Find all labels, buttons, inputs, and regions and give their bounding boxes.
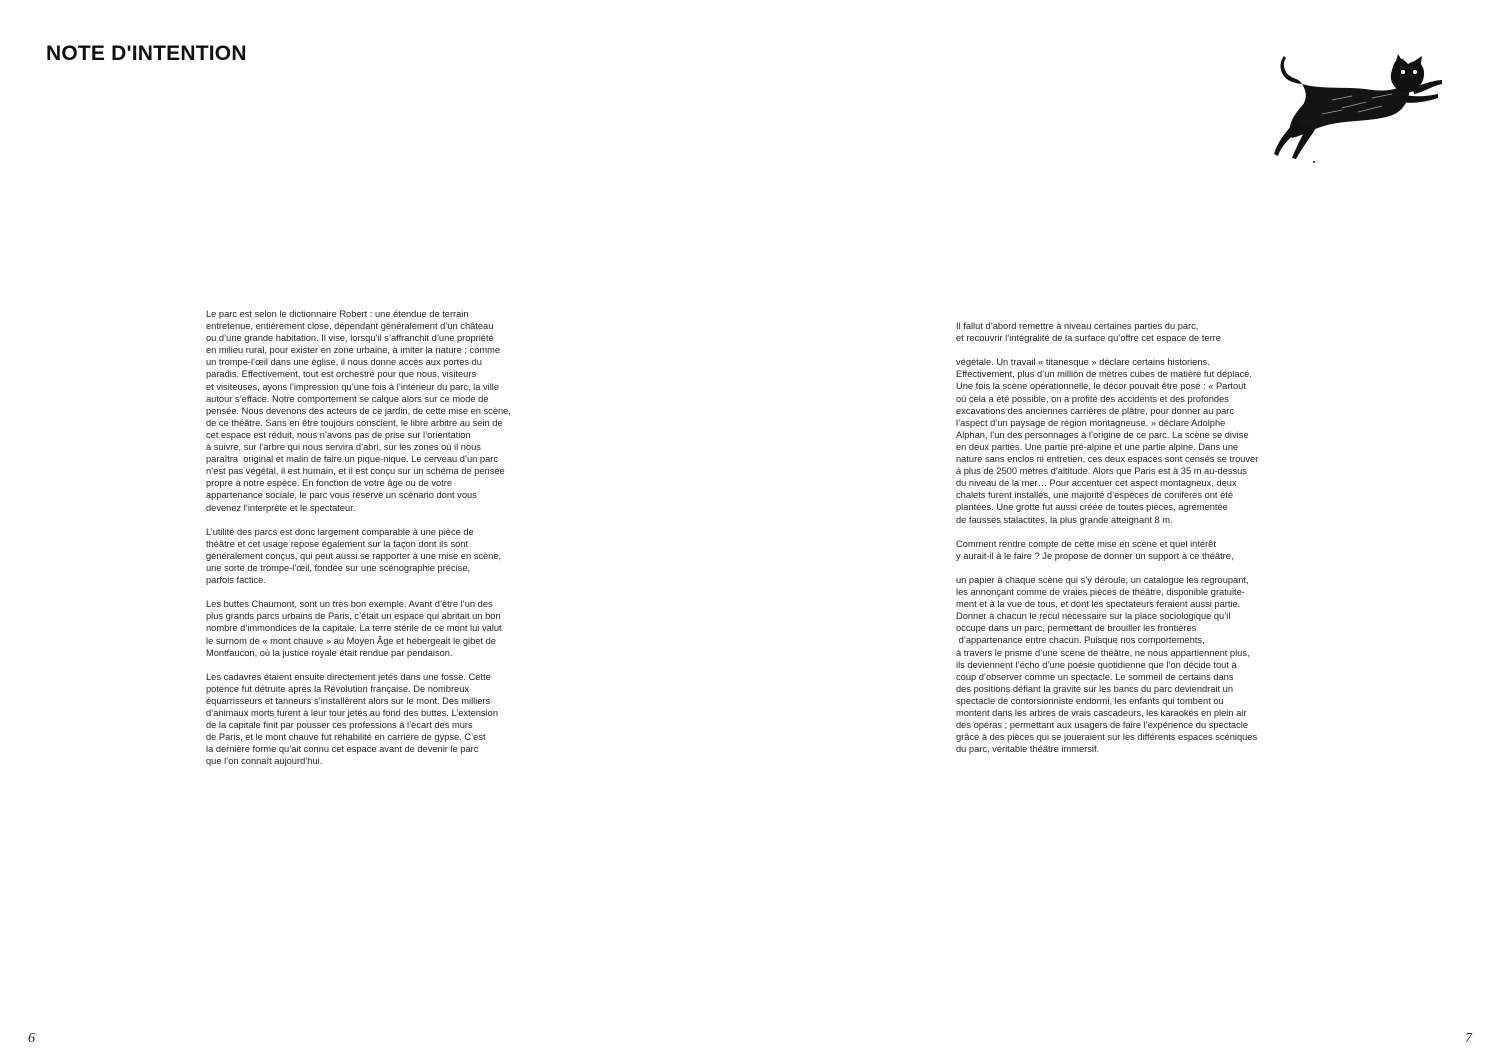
- cat-tail: [1281, 56, 1302, 84]
- text-line: paradis. Effectivement, tout est orchestré pour que nous, visiteurs: [206, 369, 477, 380]
- text-line: de Paris, et le mont chauve fut réhabilité en carrière de gypse. C’est: [206, 732, 486, 743]
- text-line: où cela a été possible, on a profité des accidents et des profondes: [956, 393, 1229, 404]
- text-line: en deux parties. Une partie pré-alpine et une partie alpine. Dans une: [956, 441, 1239, 452]
- text-line: et visiteuses, ayons l’impression qu’une fois à l’intérieur du parc, la ville: [206, 381, 499, 392]
- text-line: végétale. Un travail « titanesque » déclare certains historiens.: [956, 357, 1210, 368]
- text-line: [206, 514, 511, 526]
- text-line: occupe dans un parc, permettant de brouiller les frontières: [956, 623, 1197, 634]
- text-line: de ce théâtre. Sans en être toujours conscient, le libre arbitre au sein de: [206, 417, 503, 428]
- text-line: de la capitale finit par pousser ces professions à l’écart des murs: [206, 720, 473, 731]
- text-line: chalets furent installés, une majorité d’espèces de conifères ont été: [956, 490, 1234, 501]
- text-line: Alphan, l’un des personnages à l’origine de ce parc. La scène se divise: [956, 429, 1249, 440]
- text-line: Les cadavres étaient ensuite directement jetés dans une fosse. Cette: [206, 671, 491, 682]
- text-line: appartenance sociale, le parc vous réserve un scénario dont vous: [206, 490, 477, 501]
- text-line: un trompe-l’œil dans une église, il nous donne accès aux portes du: [206, 357, 482, 368]
- text-line: montent dans les arbres de vrais cascadeurs, les karaokés en plein air: [956, 708, 1247, 718]
- page-number-left: 6: [28, 1031, 35, 1046]
- cat-front-leg-2: [1400, 94, 1438, 103]
- text-line: plantées. Une grotte fut aussi créée de toutes pièces, agrémentée: [956, 502, 1228, 513]
- text-line: Le parc est selon le dictionnaire Robert : une étendue de terrain: [206, 309, 469, 319]
- text-line: n’est pas végétal, il est humain, et il est conçu sur un schéma de pensée: [206, 466, 505, 477]
- leaping-cat-illustration: [1262, 50, 1452, 170]
- text-line: Une fois la scène opérationnelle, le décor pouvait être posé : « Partout: [956, 381, 1246, 392]
- text-line: Il fallut d’abord remettre à niveau certaines parties du parc,: [956, 321, 1199, 331]
- text-line: coup d’observer comme un spectacle. Le sommeil de certains dans: [956, 671, 1234, 682]
- text-line: Les buttes Chaumont, sont un très bon exemple. Avant d’être l’un des: [206, 599, 493, 610]
- text-line: de fausses stalactites, la plus grande atteignant 8 m.: [956, 514, 1173, 525]
- text-line: Donner à chacun le recul nécessaire sur la place sociologique qu’il: [956, 611, 1231, 622]
- text-line: du parc, véritable théâtre immersif.: [956, 744, 1100, 755]
- text-line: potence fut détruite après la Révolution française. De nombreux: [206, 683, 470, 694]
- text-line: les annonçant comme de vraies pièces de théâtre, disponible gratuite-: [956, 587, 1245, 598]
- text-line: autour s’efface. Notre comportement se calque alors sur ce mode de: [206, 393, 489, 404]
- text-line: ment et à la vue de tous, et dont les spectateurs feraient aussi partie.: [956, 599, 1241, 610]
- text-line: spectacle de contorsionniste endormi, les enfants qui tombent ou: [956, 695, 1224, 706]
- text-line: y aurait-il à le faire ? Je propose de donner un support à ce théâtre,: [956, 550, 1234, 561]
- page-title: NOTE D'INTENTION: [46, 42, 247, 65]
- text-line: Effectivement, plus d’un million de mètres cubes de matière fut déplacé.: [956, 369, 1252, 380]
- text-line: entretenue, entièrement close, dépendant généralement d’un château: [206, 321, 494, 332]
- text-line: du niveau de la mer… Pour accentuer cet aspect montagneux, deux: [956, 478, 1237, 489]
- text-line: [206, 586, 511, 598]
- text-line: et recouvrir l’intégralité de la surface qu’offre cet espace de terre: [956, 333, 1221, 344]
- text-line: grâce à des pièces qui se joueraient sur les différents espaces scéniques: [956, 732, 1258, 743]
- text-line: d’appartenance entre chacun. Puisque nos comportements,: [956, 635, 1205, 646]
- text-line: la dernière forme qu’ait connu cet espace avant de devenir le parc: [206, 744, 479, 755]
- text-line: devenez l’interprète et le spectateur.: [206, 502, 356, 513]
- text-line: cet espace est réduit, nous n’avons pas de prise sur l’orientation: [206, 429, 471, 440]
- text-line: [956, 562, 1258, 574]
- text-line: le surnom de « mont chauve » au Moyen Âge et hébergeait le gibet de: [206, 635, 496, 646]
- text-line: excavations des anciennes carrières de plâtre, pour donner au parc: [956, 405, 1235, 416]
- text-line: [206, 659, 511, 671]
- text-line: L’utilité des parcs est donc largement comparable à une pièce de: [206, 526, 474, 537]
- text-line: en milieu rural, pour exister en zone urbaine, à imiter la nature ; comme: [206, 345, 501, 356]
- left-text-column: [206, 308, 511, 768]
- right-text-column: [956, 320, 1258, 755]
- text-line: plus grands parcs urbains de Paris, c’était un espace qui abritait un bon: [206, 611, 501, 622]
- text-line: ou d’une grande habitation. Il vise, lorsqu’il s’affranchit d’une propriété: [206, 333, 494, 344]
- text-line: paraîtra original et malin de faire un pique-nique. Le cerveau d’un parc: [206, 454, 498, 465]
- text-line: l’aspect d’un paysage de région montagneuse. » déclare Adolphe: [956, 417, 1226, 428]
- text-line: théâtre et cet usage repose également sur la façon dont ils sont: [206, 538, 469, 549]
- text-line: [956, 344, 1258, 356]
- text-line: un papier à chaque scène qui s’y déroule, un catalogue les regroupant,: [956, 574, 1249, 585]
- text-line: [956, 526, 1258, 538]
- text-line: des positions défiant la gravité sur les bancs du parc deviendrait un: [956, 683, 1234, 694]
- text-line: que l’on connaît aujourd’hui.: [206, 756, 323, 767]
- text-line: propre à notre espèce. En fonction de votre âge ou de votre: [206, 478, 453, 489]
- text-line: une sorte de trompe-l’œil, fondée sur une scénographie précise,: [206, 562, 471, 573]
- text-line: d’animaux morts furent à leur tour jetés au fond des buttes. L’extension: [206, 708, 498, 719]
- text-line: à suivre, sur l’arbre qui nous servira d’abri, sur les zones où il nous: [206, 442, 481, 453]
- text-line: nombre d’immondices de la capitale. La terre stérile de ce mont lui valut: [206, 623, 502, 634]
- text-line: Comment rendre compte de cette mise en scène et quel intérêt: [956, 538, 1216, 549]
- text-line: des opéras ; permettant aux usagers de faire l’expérience du spectacle: [956, 720, 1248, 731]
- text-line: ils deviennent l’écho d’une poésie quotidienne que l’on décide tout à: [956, 659, 1237, 670]
- text-line: à plus de 2500 mètres d’altitude. Alors que Paris est à 35 m au-dessus: [956, 466, 1247, 477]
- text-line: parfois factice.: [206, 575, 266, 586]
- text-line: Montfaucon, où la justice royale était rendue par pendaison.: [206, 647, 453, 658]
- text-line: équarrisseurs et tanneurs s’installèrent alors sur le mont. Des milliers: [206, 696, 491, 706]
- text-line: généralement conçus, qui peut aussi se rapporter à une mise en scène,: [206, 550, 502, 561]
- text-line: à travers le prisme d’une scène de théâtre, ne nous appartiennent plus,: [956, 647, 1250, 658]
- page-number-right: 7: [1465, 1031, 1472, 1046]
- text-line: nature sans enclos ni entretien, ces deux espaces sont censés se trouver: [956, 454, 1259, 465]
- text-line: pensée. Nous devenons des acteurs de ce jardin, de cette mise en scène,: [206, 405, 511, 416]
